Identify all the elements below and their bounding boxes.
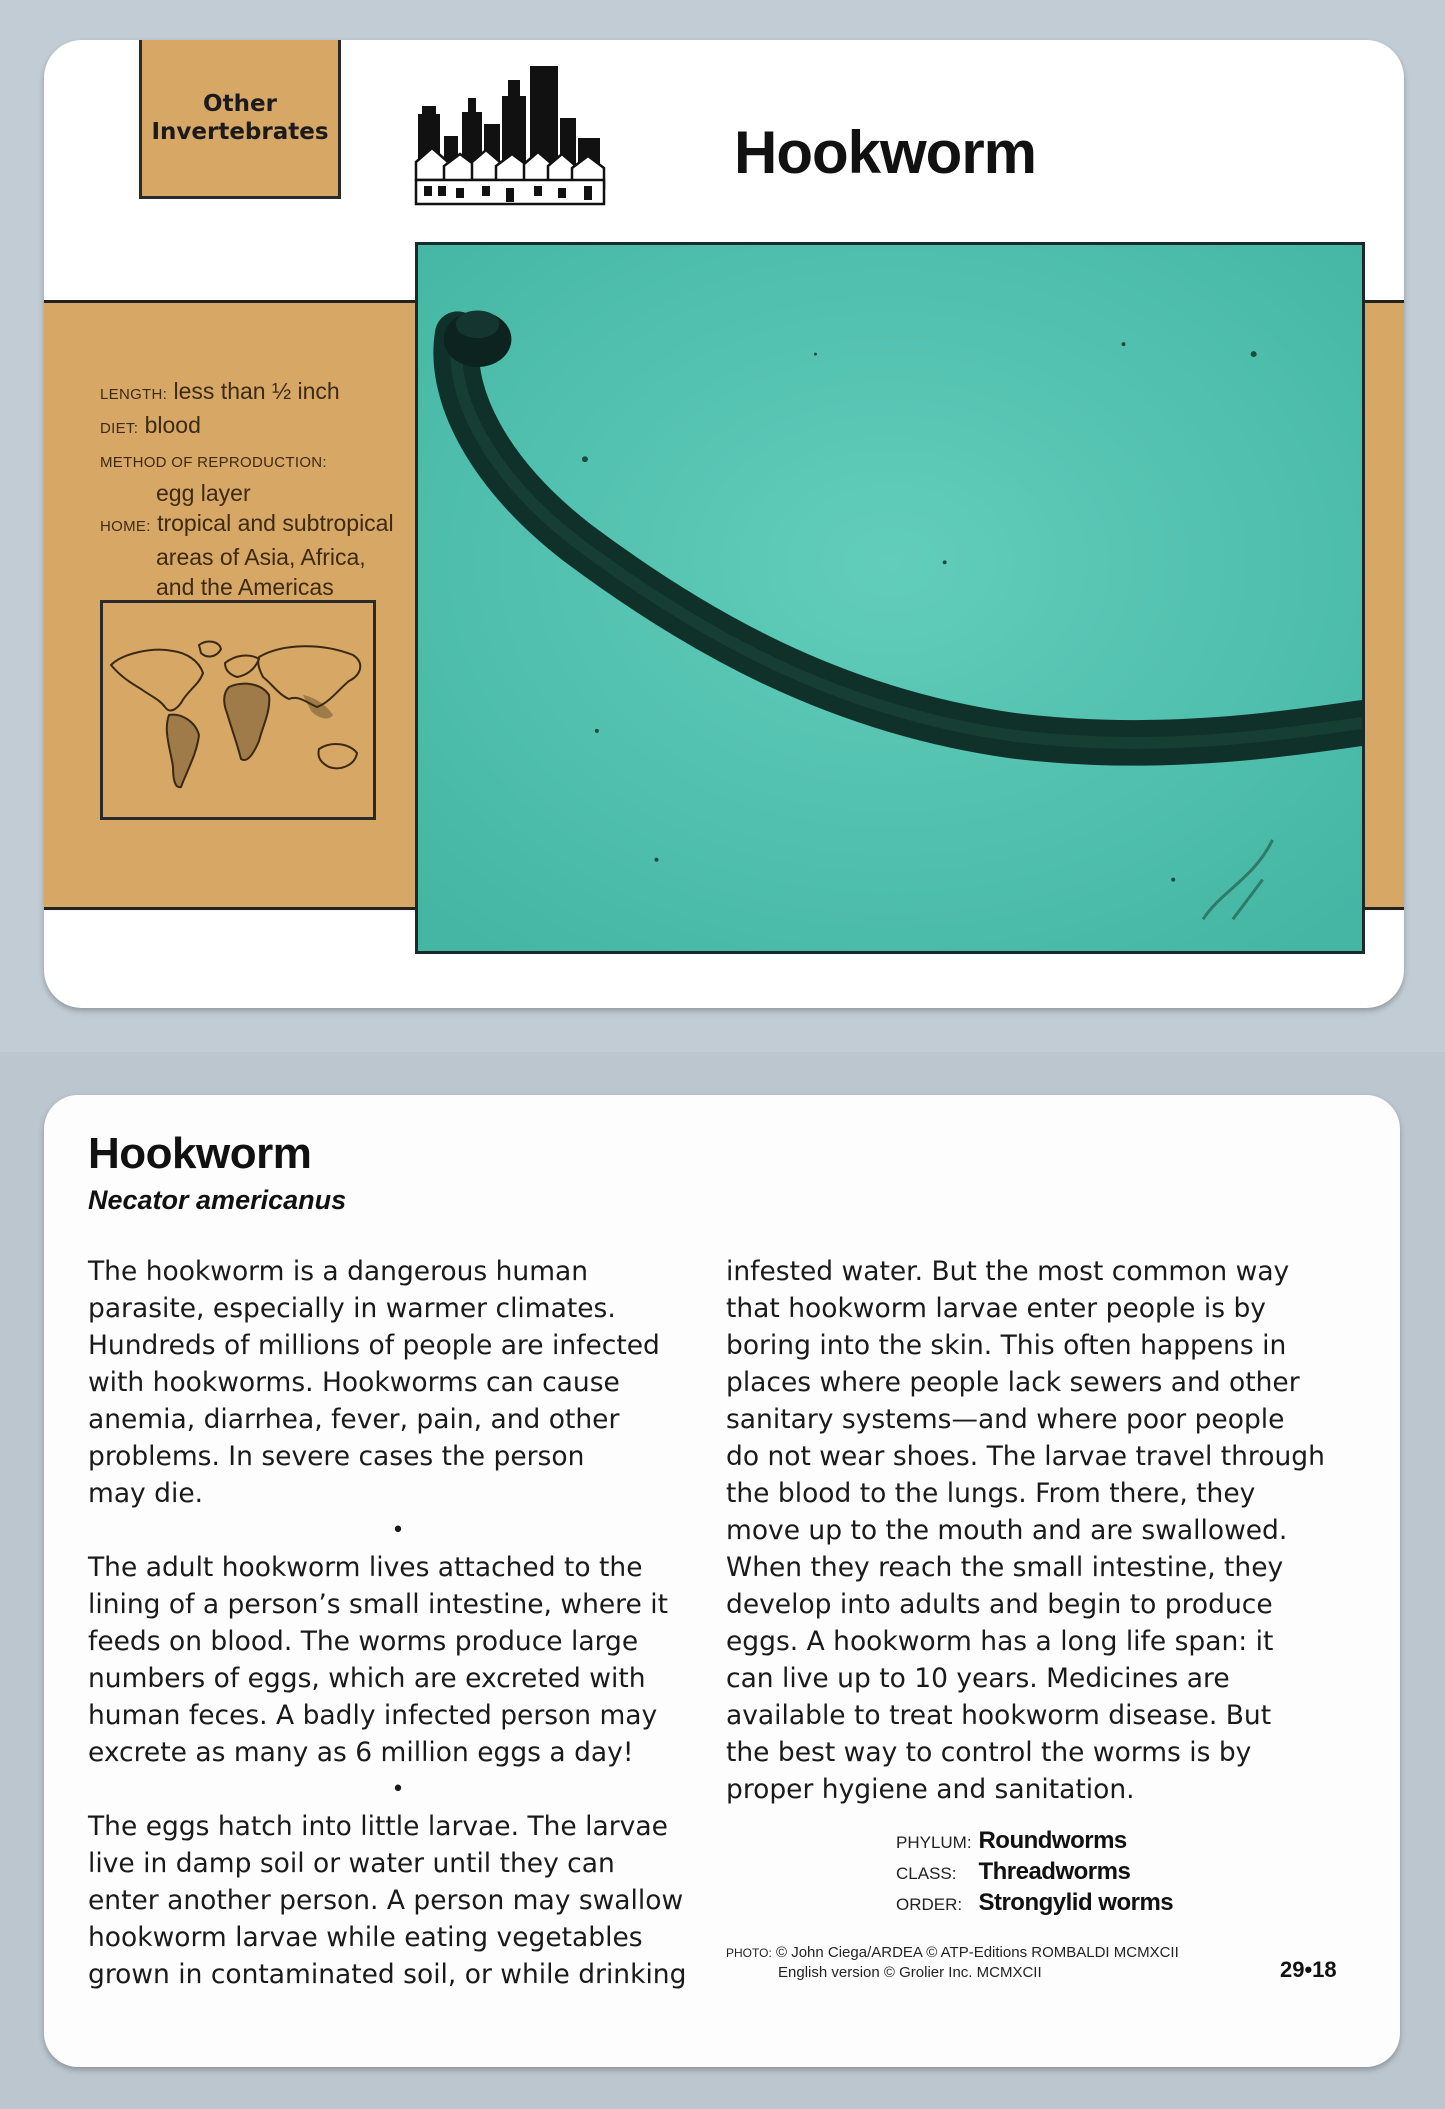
phylum-value: Roundworms [978,1827,1127,1854]
front-card [44,40,1404,1008]
hookworm-photo [415,242,1365,954]
right-text-column [726,1253,1346,1808]
photo-credit-line-2: English version © Grolier Inc. MCMXCII [778,1964,1042,1981]
reproduction-value: egg layer [156,480,251,506]
home-label: HOME: [100,518,151,535]
world-map-icon [100,600,376,820]
city-skyline-with-houses-icon [412,62,608,210]
scientific-name: Necator americanus [88,1185,347,1215]
left-text-column [88,1253,708,1993]
paragraph-4: infested water. But the most common way that hookworm larvae enter people is by boring into the skin. This often happens in places where people lack sewers and other sanitary systems—and where poor people do not wear shoes. The larvae travel through the blood to the lungs. From there, they move up to the mouth and are swallowed. When they reach the small intestine, they develop into adults and begin to produce eggs. A hookworm has a long life span: it can live up to 10 years. Medicines are available to treat hookworm disease. But the best way to control the worms is by proper hygiene and sanitation. [726,1256,1325,1805]
separator-bullet-1: • [391,1518,405,1543]
paragraph-3: The eggs hatch into little larvae. The larvae live in damp soil or water until they can enter another person. A person may swallow hookworm larvae while eating vegetables grown in contaminated soil, or while drinking [88,1811,687,1990]
category-label: Other Invertebrates [151,91,329,145]
photo-credit-label: PHOTO: [726,1946,772,1960]
photo-credits [726,1943,1179,1983]
length-value: less than ½ inch [173,378,340,404]
card-number: 29•18 [1280,1957,1337,1982]
diet-value: blood [144,412,201,438]
facts-panel [100,376,430,602]
separator-bullet-2: • [391,1777,405,1802]
home-value-line-1: tropical and subtropical [157,510,394,536]
class-value: Threadworms [978,1858,1131,1885]
class-label: CLASS: [896,1864,957,1883]
home-value-line-2: areas of Asia, Africa, [156,544,366,570]
diet-label: DIET: [100,420,139,437]
taxonomy-block [896,1825,1173,1918]
back-title: Hookworm [88,1129,312,1178]
length-label: LENGTH: [100,386,168,403]
back-card [44,1095,1400,2067]
phylum-label: PHYLUM: [896,1833,972,1852]
reproduction-label: METHOD OF REPRODUCTION: [100,454,327,471]
home-value-line-3: and the Americas [156,574,334,600]
order-value: Strongylid worms [978,1889,1174,1916]
paragraph-2: The adult hookworm lives attached to the lining of a person’s small intestine, where it feeds on blood. The worms produce large numbers of eggs, which are excreted with human feces. A badly infected person may excrete as many as 6 million eggs a day! [88,1552,668,1768]
paragraph-1: The hookworm is a dangerous human parasite, especially in warmer climates. Hundreds of millions of people are infected with hookworms. Hookworms can cause anemia, diarrhea, fever, pain, and other problems. In severe cases the person may die. [88,1256,660,1509]
photo-credit-line-1: © John Ciega/ARDEA © ATP-Editions ROMBALDI MCMXCII [775,1944,1179,1961]
order-label: ORDER: [896,1895,963,1914]
category-box [139,40,341,199]
front-title: Hookworm [734,119,1037,186]
